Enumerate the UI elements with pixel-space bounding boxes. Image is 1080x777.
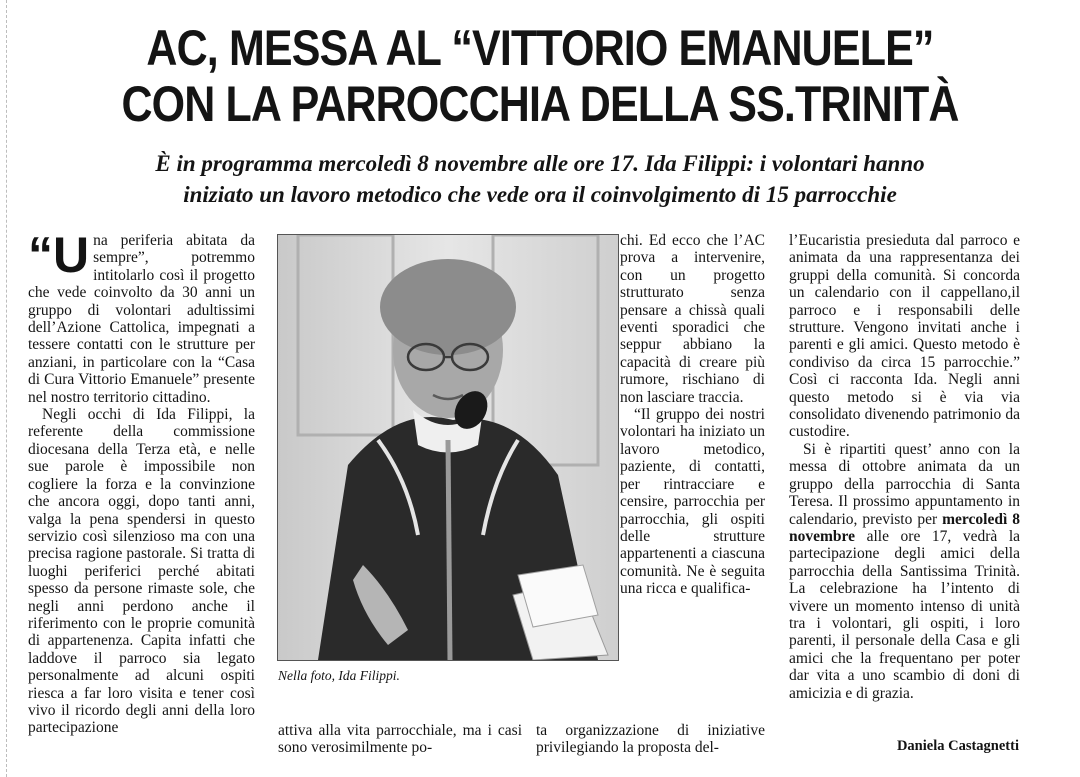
event-date-bold: mercoledì 8 novembre <box>789 510 1020 545</box>
author-signature: Daniela Castagnetti <box>896 738 1019 754</box>
photo-caption: Nella foto, Ida Filippi. <box>278 668 400 683</box>
article-column-4 <box>789 232 1020 742</box>
subtitle-line-2: iniziato un lavoro metodico che vede ora il coinvolgimento di 15 parrocchie <box>183 182 897 207</box>
paragraph <box>789 441 1020 702</box>
paragraph <box>28 232 255 406</box>
article-column-3 <box>620 232 765 724</box>
paragraph: l’Eucaristia presieduta dal parroco e animata da una rappresentanza dei gruppi della comunità. Si concorda un calendario con il cappellano,il parroco e i responsabili delle strutture. Vengono invitati anche i parenti e gli amici. Questo metodo è condiviso da circa 15 parrocchie.” Così ci racconta Ida. Negli anni questo metodo si è via via consolidato divenendo patrimonio da custodire. <box>789 232 1020 441</box>
paragraph: Negli occhi di Ida Filippi, la referente della commissione diocesana della Terza età, e nelle sue parole è impossibile non cogliere la forza e la convinzione che ancora oggi, dopo tanti anni, valga la pena spendersi in questo servizio così silenzioso ma con una precisa ragione pastorale. Si tratta di luoghi periferici perché abitati spesso da persone rimaste sole, che negli anni perdono anche il riferimento con le proprie comunità di appartenenza. Capita infatti che laddove il parroco sia legato personalmente ad alcuni ospiti riesca a far loro visita e tener così vivo il ricordo degli anni della loro partecipazione <box>28 406 255 737</box>
drop-cap: “U <box>28 232 90 283</box>
paragraph-text: na periferia abitata da sempre”, potremmo intitolarlo così il progetto che vede coinvolto da 30 anni un gruppo di volontari adultissimi dell’Azione Cattolica, impegnati a tessere contatti con le strutture per anziani, in particolare con la “Casa di Cura Vittorio Emanuele” presente nel nostro territorio cittadino. <box>28 232 255 406</box>
photo-illustration <box>278 235 618 660</box>
page-edge-rule <box>6 0 7 777</box>
article-column-1 <box>28 232 255 772</box>
headline-line-2: CON LA PARROCCHIA DELLA SS.TRINITÀ <box>121 76 959 132</box>
paragraph: chi. Ed ecco che l’AC prova a intervenire, con un progetto strutturato senza pensare a chissà quali eventi sporadici che seppur abbiano la capacità di creare più rumore, rischiano di non lasciare traccia. <box>620 232 765 406</box>
article-column-3-bottom-text: ta organizzazione di iniziative privilegiando la proposta del- <box>536 722 765 757</box>
subtitle-line-1: È in programma mercoledì 8 novembre alle ore 17. Ida Filippi: i volontari hanno <box>155 151 925 176</box>
paragraph-text: alle ore 17, vedrà la partecipazione degli amici della parrocchia della Santissima Trinità. La celebrazione ha l’intento di vivere un momento intenso di unità tra i volontari, gli ospiti, i loro parenti, il personale della Casa e gli amici che la frequentano per poter dar vita a uno scambio di doni di amicizia e di grazia. <box>789 527 1020 702</box>
article-column-2-text: attiva alla vita parrocchiale, ma i casi sono verosimilmente po- <box>278 722 522 757</box>
paragraph: “Il gruppo dei nostri volontari ha iniziato un lavoro metodico, paziente, di contatti, per rintracciare e censire, parrocchia per parrocchia, gli ospiti delle strutture appartenenti a ciascuna comunità. Ne è seguita una ricca e qualifica- <box>620 406 765 598</box>
photo-ida-filippi <box>277 234 619 661</box>
paragraph-text: Si è ripartiti quest’ anno con la messa di ottobre animata da un gruppo della parrocchia di Santa Teresa. Il prossimo appuntamento in calendario, previsto per <box>789 440 1020 528</box>
headline-line-1: AC, MESSA AL “VITTORIO EMANUELE” <box>146 20 934 76</box>
